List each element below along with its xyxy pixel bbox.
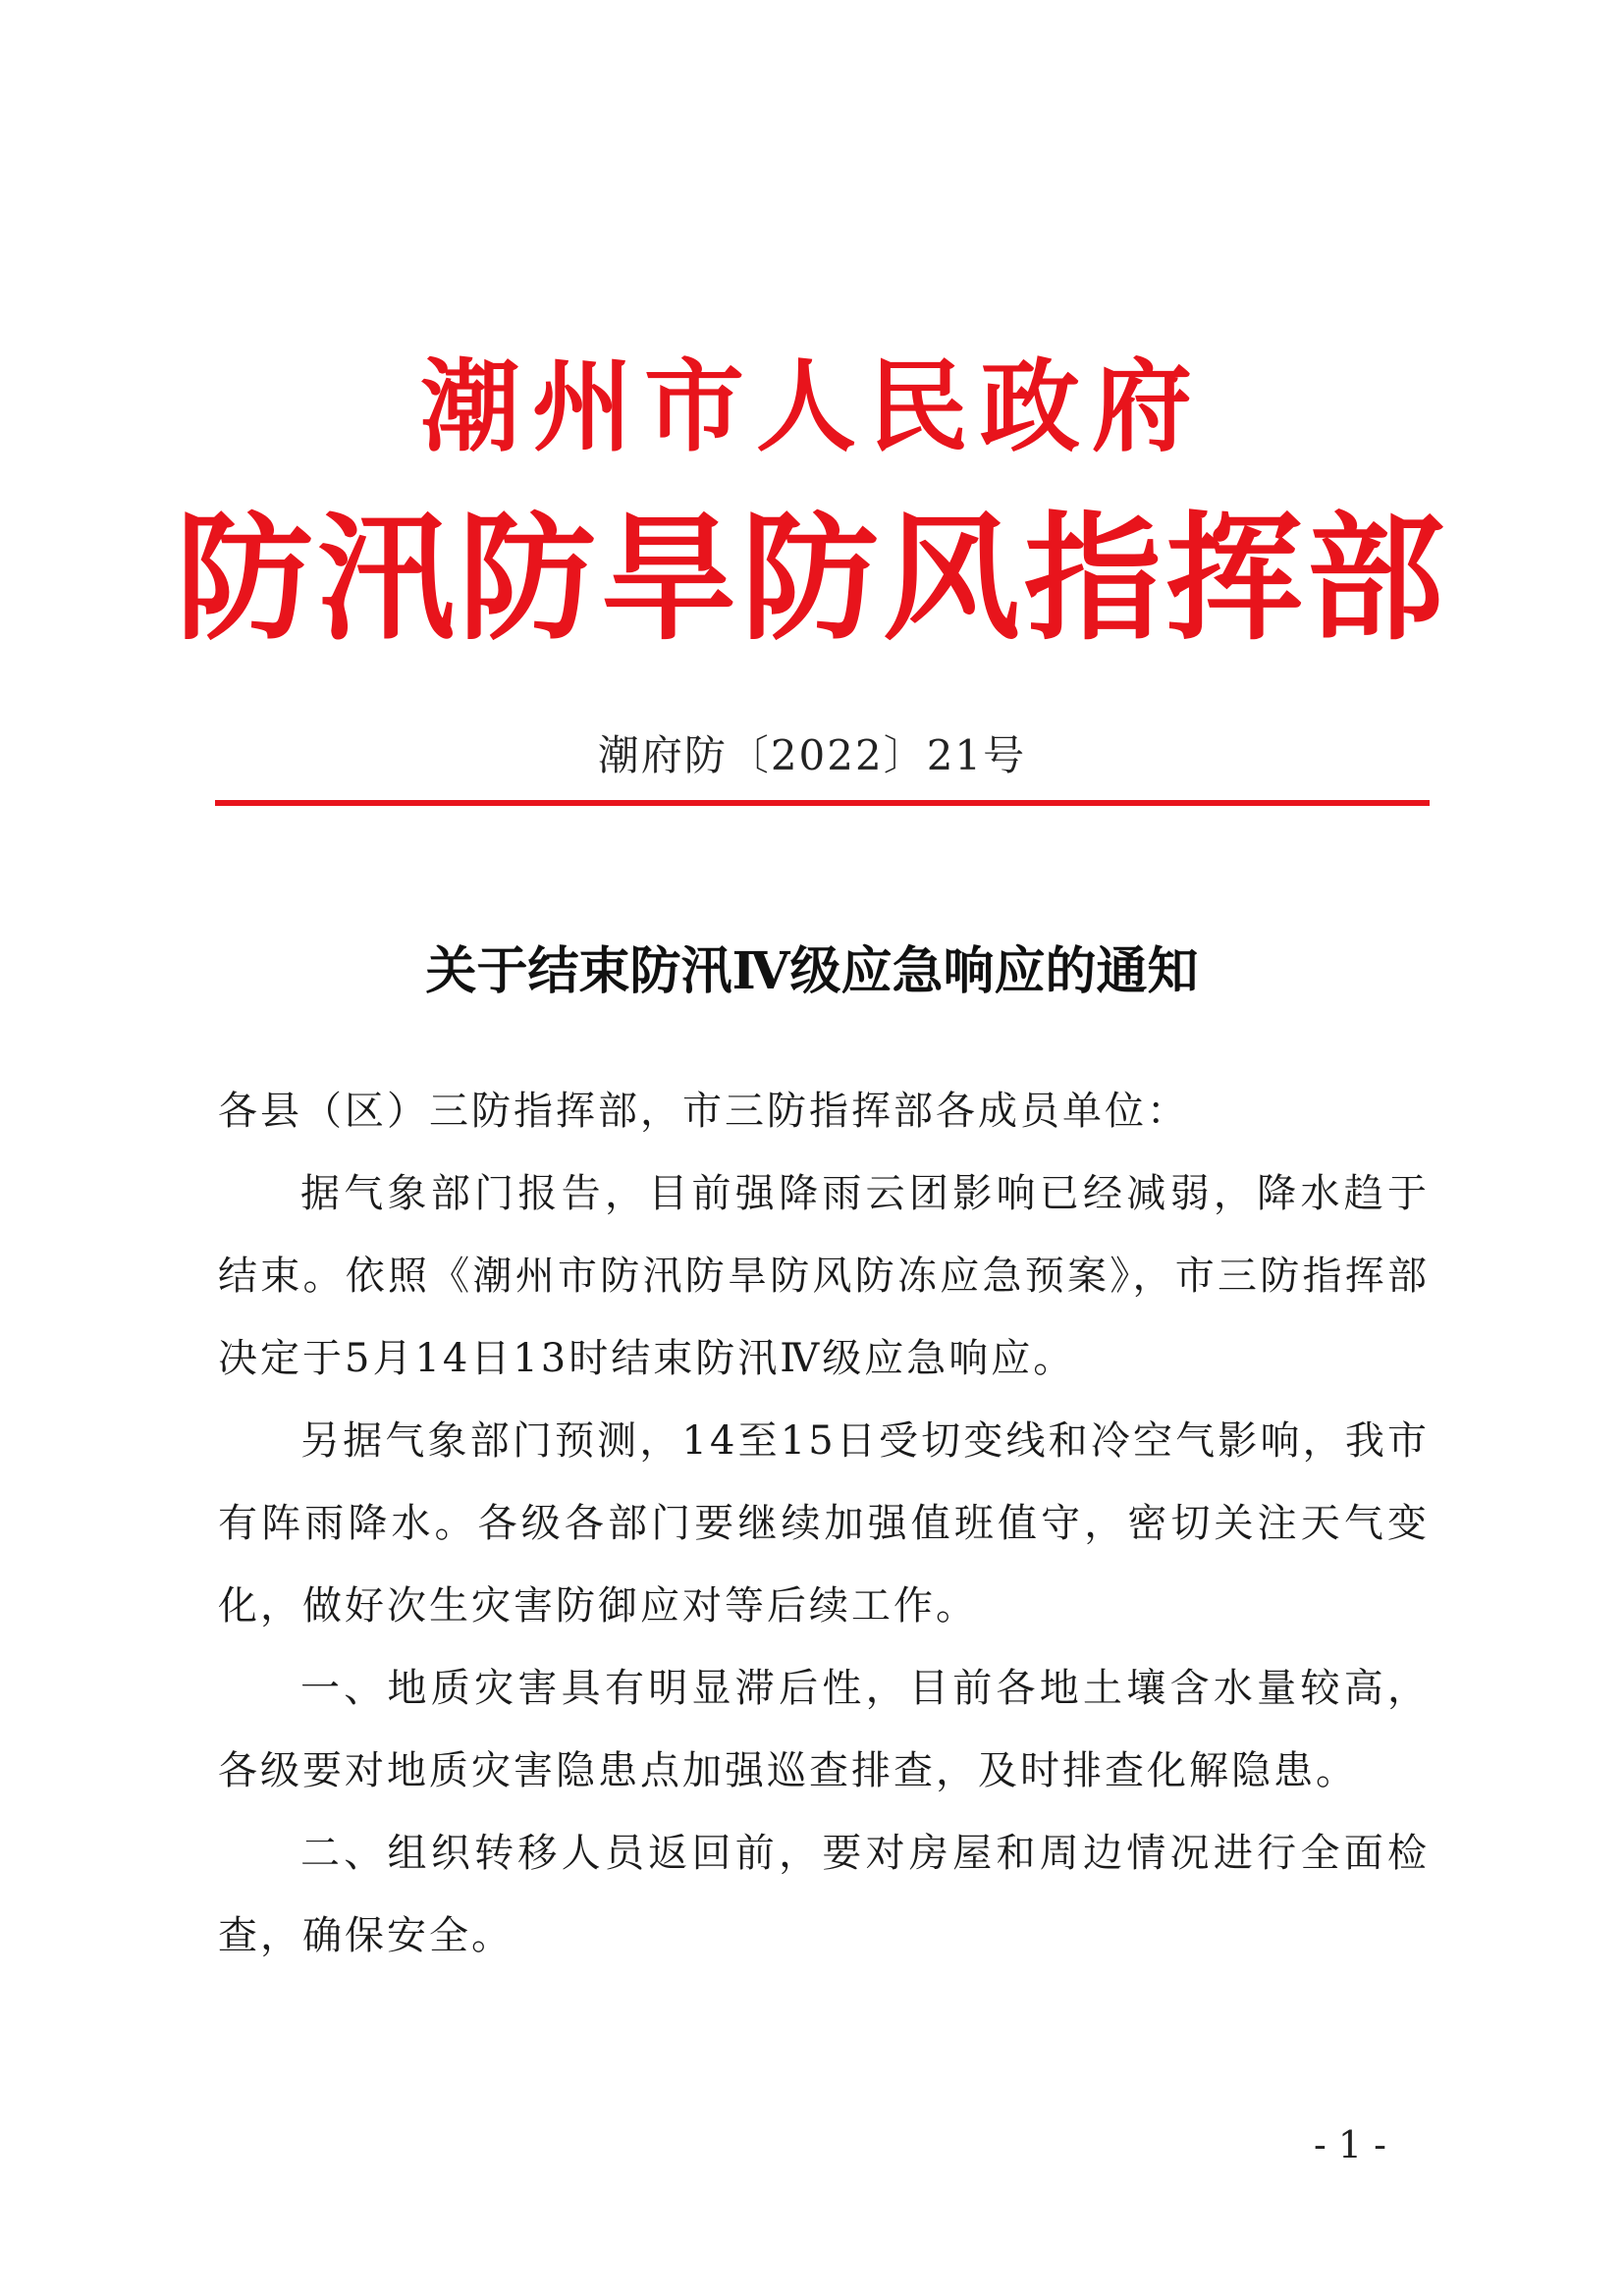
document-body xyxy=(218,1070,1430,1977)
salutation: 各县（区）三防指挥部，市三防指挥部各成员单位： xyxy=(218,1089,1189,1134)
document-title: 关于结束防汛Ⅳ级应急响应的通知 xyxy=(425,941,1199,1001)
document-number: 潮府防〔2022〕21号 xyxy=(597,731,1027,779)
body-paragraph: 另据气象部门预测，14至15日受切变线和冷空气影响，我市有阵雨降水。各级各部门要继续加强值班值守，密切关注天气变化，做好次生灾害防御应对等后续工作。 xyxy=(218,1418,1430,1629)
body-paragraph: 据气象部门报告，目前强降雨云团影响已经减弱，降水趋于结束。依照《潮州市防汛防旱防风防冻应急预案》，市三防指挥部决定于5月14日13时结束防汛Ⅳ级应急响应。 xyxy=(218,1171,1430,1381)
body-paragraph: 一、地质灾害具有明显滞后性，目前各地土壤含水量较高，各级要对地质灾害隐患点加强巡查排查，及时排查化解隐患。 xyxy=(218,1666,1430,1793)
page-number: - 1 - xyxy=(1313,2123,1386,2166)
issuer-name-line1: 潮州市人民政府 xyxy=(420,348,1204,466)
red-divider-line xyxy=(215,800,1430,806)
body-paragraph: 二、组织转移人员返回前，要对房屋和周边情况进行全面检查，确保安全。 xyxy=(218,1831,1430,1958)
issuer-name-line2: 防汛防旱防风指挥部 xyxy=(175,499,1448,660)
